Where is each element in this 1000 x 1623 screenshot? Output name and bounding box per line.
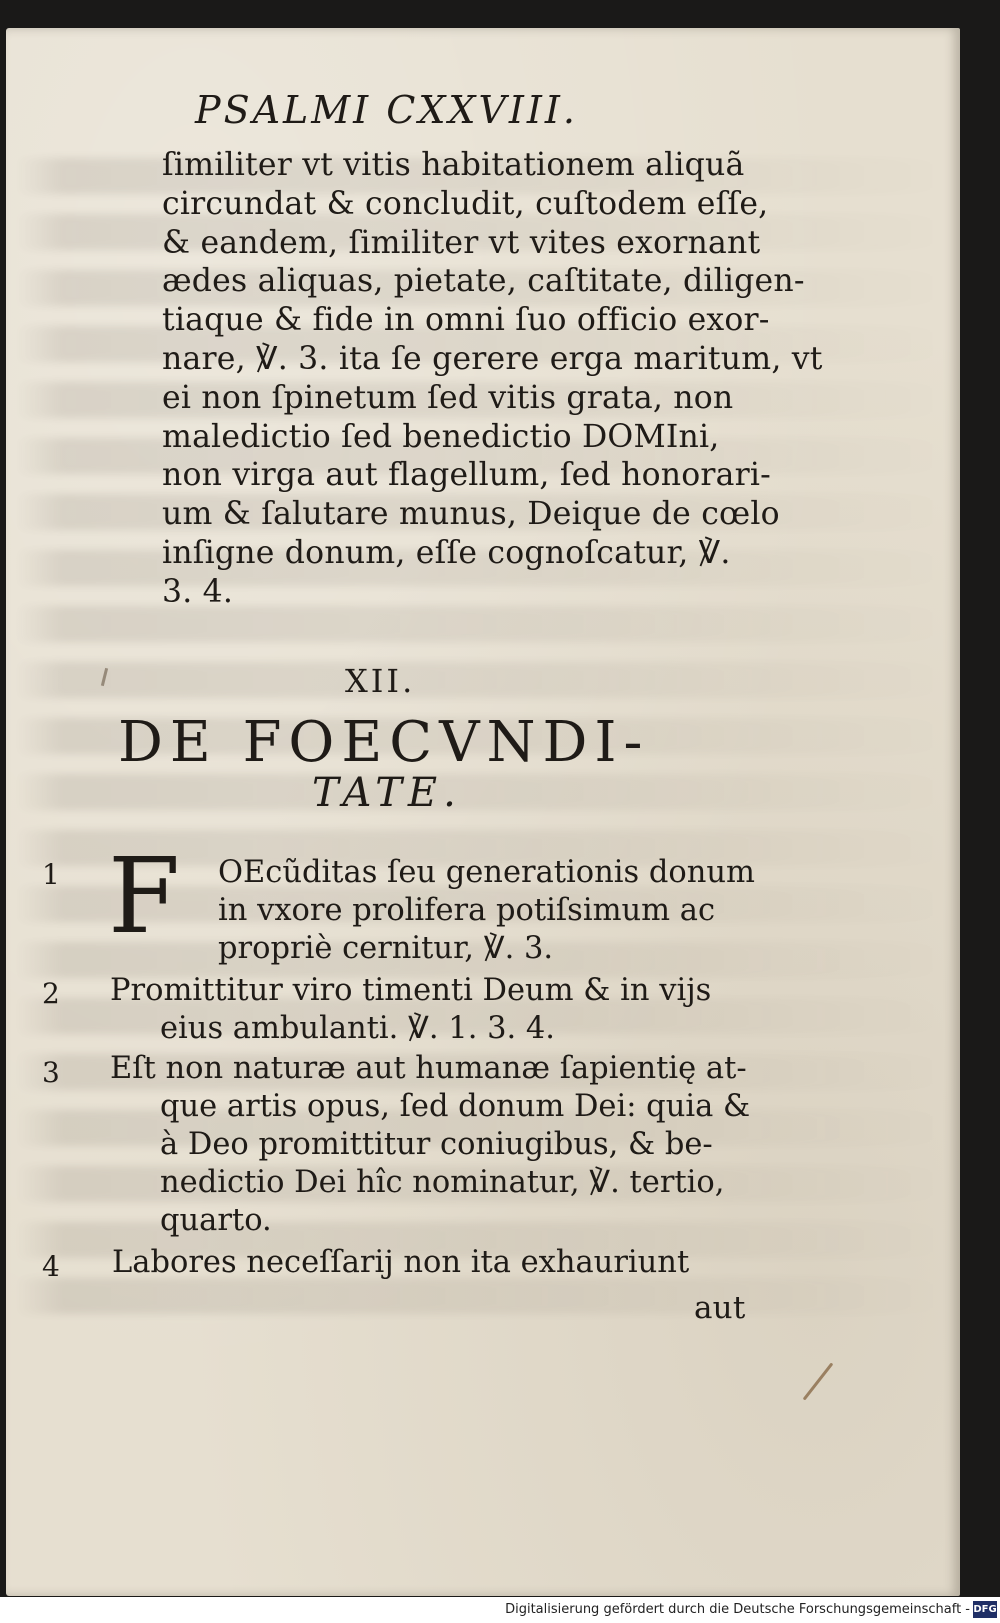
item-number: 3	[42, 1056, 60, 1089]
item-line: Labores neceſſarij non ita exhauriunt	[112, 1245, 690, 1280]
item-line: que artis opus, ſed donum Dei: quia &	[160, 1089, 751, 1124]
item-text	[218, 854, 755, 968]
chapter-title-continued: TATE.	[312, 770, 462, 816]
body-line: maledictio ſed benedictio DOMIni,	[162, 418, 720, 455]
body-line: ædes aliquas, pietate, caſtitate, diligen-	[162, 263, 805, 300]
drop-cap: F	[108, 835, 181, 957]
item-line: quarto.	[160, 1203, 272, 1238]
item-line: propriè cernitur, ℣. 3.	[218, 931, 554, 966]
body-line: tiaque & fide in omni ſuo officio exor-	[162, 302, 770, 339]
body-line: inſigne donum, eſſe cognoſcatur, ℣.	[162, 534, 731, 571]
body-line: non virga aut flagellum, ſed honorari-	[162, 457, 772, 494]
running-head: PSALMI CXXVIII.	[195, 88, 579, 132]
item-line: nedictio Dei hîc nominatur, ℣. tertio,	[160, 1165, 725, 1200]
item-line: eius ambulanti. ℣. 1. 3. 4.	[160, 1011, 555, 1046]
item-text	[112, 1244, 689, 1282]
body-line: um & ſalutare munus, Deique de cœlo	[162, 496, 780, 533]
body-line: circundat & concludit, cuſtodem eſſe,	[162, 185, 769, 222]
item-number: 2	[42, 977, 60, 1010]
item-line: in vxore prolifera potiſsimum ac	[218, 893, 716, 928]
chapter-title: DE FOECVNDI-	[118, 710, 650, 775]
item-text	[110, 1050, 750, 1240]
item-line: Promittitur viro timenti Deum & in vijs	[110, 973, 712, 1008]
item-line: à Deo promittitur coniugibus, & be-	[160, 1127, 713, 1162]
item-number: 1	[42, 858, 60, 891]
body-line: nare, ℣. 3. ita ſe gerere erga maritum, vt	[162, 340, 823, 377]
item-number: 4	[42, 1250, 60, 1283]
body-line: ei non ſpinetum ſed vitis grata, non	[162, 379, 734, 416]
funding-credit: Digitalisierung gefördert durch die Deutsche Forschungsgemeinschaft -	[505, 1602, 970, 1617]
body-line: & eandem, ſimiliter vt vites exornant	[162, 224, 761, 261]
body-text	[162, 146, 823, 612]
body-line: 3. 4.	[162, 573, 234, 610]
item-line: OEcũditas ſeu generationis donum	[218, 855, 755, 890]
catchword: aut	[694, 1290, 746, 1326]
body-line: ſimiliter vt vitis habitationem aliquã	[162, 147, 745, 183]
digitization-footer	[0, 1597, 1000, 1623]
chapter-number: XII.	[345, 662, 416, 700]
item-line: Eſt non naturæ aut humanæ ſapientię at-	[110, 1051, 747, 1086]
dfg-logo: DFG	[973, 1601, 997, 1618]
item-text	[110, 972, 711, 1048]
